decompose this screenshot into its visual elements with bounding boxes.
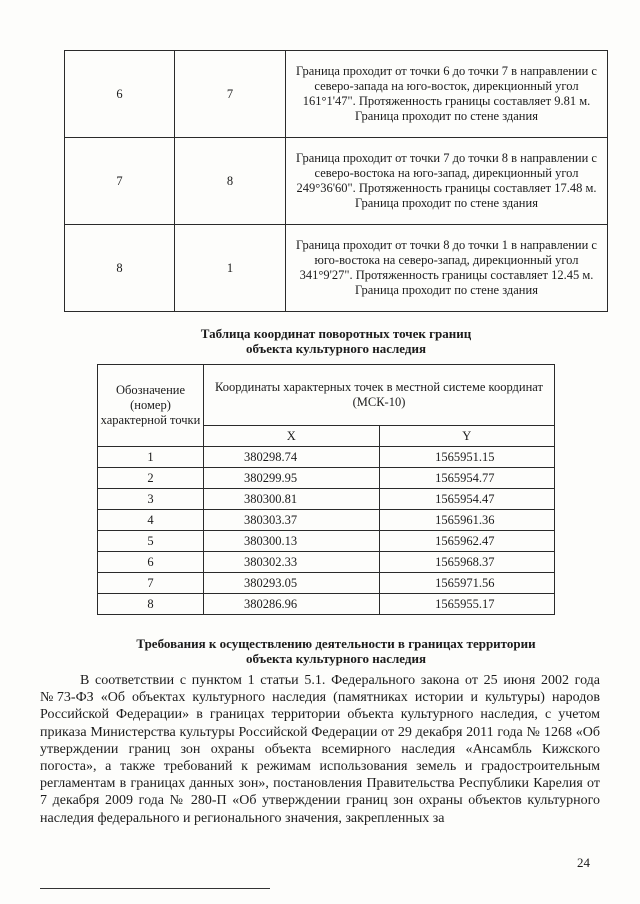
y-column-header: Y <box>379 426 555 447</box>
boundary-description: Граница проходит от точки 8 до точки 1 в направлении с юго-востока на северо-запад, дирекционный угол 341°9'27". Протяженность границы составляет 12.45 м. Граница проходит по стене здания <box>286 225 608 312</box>
x-coordinate: 380300.81 <box>204 489 380 510</box>
point-number: 4 <box>98 510 204 531</box>
table-row <box>65 225 608 312</box>
x-coordinate: 380286.96 <box>204 594 380 615</box>
y-coordinate: 1565951.15 <box>379 447 555 468</box>
y-coordinate: 1565954.47 <box>379 489 555 510</box>
table-row <box>98 531 555 552</box>
table-row <box>98 510 555 531</box>
table-row <box>98 468 555 489</box>
table-row <box>65 51 608 138</box>
point-from: 7 <box>65 138 175 225</box>
point-number-header: Обозначение (номер) характерной точки <box>98 365 204 447</box>
point-to: 8 <box>175 138 286 225</box>
point-to: 1 <box>175 225 286 312</box>
table-row <box>98 594 555 615</box>
y-coordinate: 1565954.77 <box>379 468 555 489</box>
x-coordinate: 380302.33 <box>204 552 380 573</box>
paragraph: В соответствии с пунктом 1 статьи 5.1. Федерального закона от 25 июня 2002 года №73-ФЗ «Об объектах культурного наследия (памятниках истории и культуры) народов Российской Федерации» в границах территории объекта культурного наследия, с учетом приказа Министерства культуры Российской Федерации от 29 декабря 2011 года № 1268 «Об утверждении границ зон охраны объекта всемирного наследия «Ансамбль Кижского погоста», а также требований к режимам использования земель и градостроительным регламентам в границах данных зон», постановления Правительства Республики Карелия от 7 декабря 2009 года № 280-П «Об утверждении границ зон охраны объектов культурного наследия федерального и регионального значения, закрепленных за <box>40 673 600 826</box>
x-coordinate: 380299.95 <box>204 468 380 489</box>
boundary-description: Граница проходит от точки 7 до точки 8 в направлении с северо-востока на юго-запад, дирекционный угол 249°36'60". Протяженность границы составляет 17.48 м. Граница проходит по стене здания <box>286 138 608 225</box>
point-number: 6 <box>98 552 204 573</box>
table-row <box>98 447 555 468</box>
requirements-title-line2: объекта культурного наследия <box>246 651 426 666</box>
y-coordinate: 1565955.17 <box>379 594 555 615</box>
coordinates-table <box>97 364 555 615</box>
x-coordinate: 380303.37 <box>204 510 380 531</box>
y-coordinate: 1565971.56 <box>379 573 555 594</box>
point-number: 3 <box>98 489 204 510</box>
body-text <box>40 672 600 827</box>
y-coordinate: 1565968.37 <box>379 552 555 573</box>
point-from: 6 <box>65 51 175 138</box>
page-number: 24 <box>577 855 590 870</box>
footer-divider <box>40 888 270 889</box>
table-row <box>65 138 608 225</box>
coords-table-title <box>64 326 608 356</box>
coordinates-group-header: Координаты характерных точек в местной системе координат (МСК-10) <box>204 365 555 426</box>
table-row <box>98 552 555 573</box>
point-from: 8 <box>65 225 175 312</box>
y-coordinate: 1565962.47 <box>379 531 555 552</box>
x-coordinate: 380300.13 <box>204 531 380 552</box>
coords-title-line1: Таблица координат поворотных точек границ <box>200 326 472 341</box>
point-number: 2 <box>98 468 204 489</box>
x-coordinate: 380298.74 <box>204 447 380 468</box>
point-to: 7 <box>175 51 286 138</box>
x-column-header: X <box>204 426 380 447</box>
table-row <box>98 489 555 510</box>
table-row <box>98 573 555 594</box>
requirements-title <box>64 636 608 666</box>
requirements-title-line1: Требования к осуществлению деятельности в границах территории <box>136 636 536 651</box>
coords-title-line2: объекта культурного наследия <box>246 341 426 356</box>
point-number: 8 <box>98 594 204 615</box>
y-coordinate: 1565961.36 <box>379 510 555 531</box>
point-number: 5 <box>98 531 204 552</box>
boundary-description: Граница проходит от точки 6 до точки 7 в направлении с северо-запада на юго-восток, дирекционный угол 161°1'47". Протяженность границы составляет 9.81 м. Граница проходит по стене здания <box>286 51 608 138</box>
x-coordinate: 380293.05 <box>204 573 380 594</box>
boundary-description-table <box>64 50 608 312</box>
point-number: 1 <box>98 447 204 468</box>
point-number: 7 <box>98 573 204 594</box>
table-header-row <box>98 365 555 426</box>
